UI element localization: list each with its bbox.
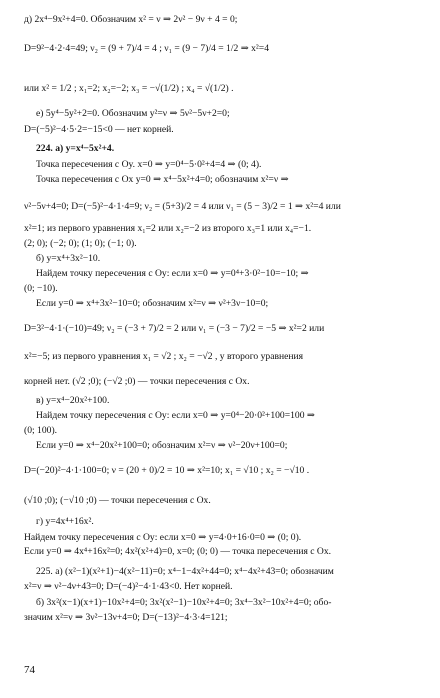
text-line: Если y=0 ⇒ x⁴−20x²+100=0; обозначим x²=ν ⇒ ν²−20ν+100=0; (36, 440, 288, 451)
text-line: значим x²=ν ⇒ 3ν²−13ν+4=0; D=(−13)²−4·3·4=121; (24, 612, 228, 623)
text-line: Если y=0 ⇒ x⁴+3x²−10=0; обозначим x²=ν ⇒ ν²+3ν−10=0; (36, 298, 269, 309)
text-line: Точка пересечения с Ox y=0 ⇒ x⁴−5x²+4=0; обозначим x²=ν ⇒ (36, 174, 289, 185)
text-line: (√10 ;0); (−√10 ;0) — точки пересечения с Ox. (24, 495, 211, 506)
text-line: D=9²−4·2·4=49; ν₂ = (9 + 7)/4 = 4 ; ν₁ = (9 − 7)/4 = 1/2 ⇒ x²=4 (24, 43, 270, 54)
exercise-224-header: 224. а) y=x⁴−5x²+4. (36, 143, 115, 154)
page-number: 74 (24, 664, 35, 676)
text-line: Точка пересечения с Oy. x=0 ⇒ y=0⁴−5·0²+4=4 ⇒ (0; 4). (36, 159, 262, 170)
text-line: (2; 0); (−2; 0); (1; 0); (−1; 0). (24, 238, 137, 249)
text-line: б) 3x²(x−1)(x+1)−10x²+4=0; 3x²(x²−1)−10x²+4=0; 3x⁴−3x²−10x²+4=0; обо- (36, 597, 332, 608)
text-line: D=(−5)²−4·5·2=−15<0 — нет корней. (24, 124, 174, 135)
exercise-225-line: 225. а) (x²−1)(x²+1)−4(x²−11)=0; x⁴−1−4x²+44=0; x⁴−4x²+43=0; обозначим (36, 566, 334, 577)
text-line: D=(−20)²−4·1·100=0; ν = (20 + 0)/2 = 10 ⇒ x²=10; x₁ = √10 ; x₂ = −√10 . (24, 465, 310, 476)
text-line: x²=−5; из первого уравнения x₁ = √2 ; x₂ = −√2 , у второго уравнения (24, 351, 304, 362)
text-line: x²=1; из первого уравнения x₁=2 или x₂=−2 из второго x₃=1 или x₄=−1. (24, 223, 312, 234)
text-line: е) 5y⁴−5y²+2=0. Обозначим y²=ν ⇒ 5ν²−5ν+2=0; (36, 108, 230, 119)
text-line: или x² = 1/2 ; x₁=2; x₂=−2; x₃ = −√(1/2) ; x₄ = √(1/2) . (24, 83, 234, 94)
text-line: (0; 100). (24, 425, 58, 436)
text-line: x²=ν ⇒ ν²−4ν+43=0; D=(−4)²−4·1·43<0. Нет корней. (24, 581, 233, 592)
text-line: Найдем точку пересечения с Oy: если x=0 ⇒ y=0⁴−20·0²+100=100 ⇒ (36, 410, 315, 421)
text-line: корней нет. (√2 ;0); (−√2 ;0) — точки пересечения с Ox. (24, 376, 250, 387)
text-line: ν²−5ν+4=0; D=(−5)²−4·1·4=9; ν₂ = (5+3)/2 = 4 или ν₁ = (5 − 3)/2 = 1 ⇒ x²=4 или (24, 201, 341, 212)
text-line: в) y=x⁴−20x²+100. (36, 395, 110, 406)
text-line: Найдем точку пересечения с Oy: если x=0 ⇒ y=0⁴+3·0²−10=−10; ⇒ (36, 268, 309, 279)
text-line: б) y=x⁴+3x²−10. (36, 253, 101, 264)
text-line: D=3²−4·1·(−10)=49; ν₂ = (−3 + 7)/2 = 2 или ν₁ = (−3 − 7)/2 = −5 ⇒ x²=2 или (24, 323, 325, 334)
text-line: д) 2x⁴−9x²+4=0. Обозначим x² = ν ⇒ 2ν² − 9ν + 4 = 0; (24, 14, 238, 25)
text-line: г) y=4x⁴+16x². (36, 516, 94, 527)
text-line: (0; −10). (24, 283, 58, 294)
text-line: Найдем точку пересечения с Oy: если x=0 ⇒ y=4·0+16·0=0 ⇒ (0; 0). (24, 532, 302, 543)
text-line: Если y=0 ⇒ 4x⁴+16x²=0; 4x²(x²+4)=0, x=0; (0; 0) — точка пересечения с Ox. (24, 546, 332, 557)
